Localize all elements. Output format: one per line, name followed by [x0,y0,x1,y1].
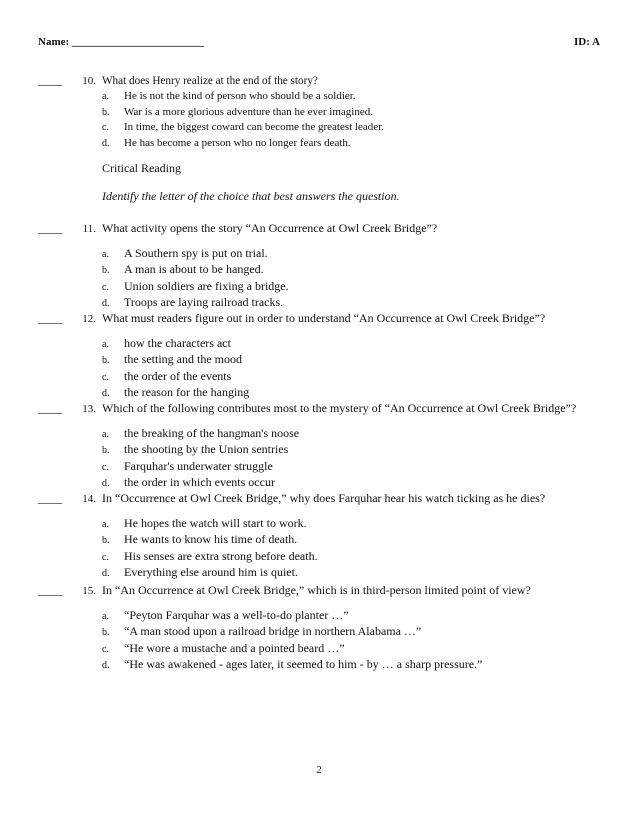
choice-b [102,352,598,368]
choice-text: how the characters act [124,336,231,350]
choice-text: A man is about to be hanged. [124,262,264,277]
choice-text: “He wore a mustache and a pointed beard …” [124,640,345,655]
choice-text: “A man stood upon a railroad bridge in northern Alabama …” [124,624,422,639]
answer-blank[interactable]: ____ [38,311,62,325]
question-11 [38,221,598,312]
section-instruction: Identify the letter of the choice that best answers the question. [102,189,400,203]
question-12 [38,311,598,402]
question-10 [38,73,598,151]
choice-letter: a. [102,249,109,260]
page-number: 2 [316,764,322,776]
name-field-label: Name: ________________________ [38,36,204,48]
choice-text: the setting and the mood [124,352,242,367]
choice-letter: b. [102,355,110,367]
choice-b [102,624,598,640]
choice-text: He hopes the watch will start to work. [124,516,307,530]
choice-letter: d. [102,388,110,400]
choice-b [102,105,598,121]
choice-letter: c. [102,122,109,134]
choice-d [102,565,598,581]
choice-letter: a. [102,611,109,622]
choice-text: the shooting by the Union sentries [124,442,289,457]
choice-text: Troops are laying railroad tracks. [124,295,284,310]
choice-b [102,442,598,458]
choice-letter: a. [102,339,109,350]
question-number: 14. [82,493,96,505]
question-number: 15. [82,585,96,597]
choice-text: the order of the events [124,368,232,383]
choice-b [102,262,598,278]
choice-letter: d. [102,137,110,149]
choice-letter: a. [102,429,109,440]
section-title: Critical Reading [102,161,181,175]
id-label: ID: A [574,36,600,48]
choice-letter: c. [102,371,109,383]
answer-blank[interactable]: ____ [38,221,62,235]
question-13 [38,401,598,492]
choice-a [102,336,598,352]
choice-letter: c. [102,281,109,293]
choice-text: the order in which events occur [124,475,275,490]
choice-c [102,459,598,475]
choice-a [102,516,598,532]
choice-c [102,641,598,657]
choice-c [102,549,598,565]
question-text: In “Occurrence at Owl Creek Bridge,” why does Farquhar hear his watch ticking as he dies? [102,491,546,505]
choice-text: Everything else around him is quiet. [124,565,298,580]
choice-d [102,475,598,491]
answer-blank[interactable]: ____ [38,491,62,505]
choice-b [102,532,598,548]
choice-d [102,136,598,152]
choice-d [102,385,598,401]
choice-a [102,246,598,262]
choice-letter: d. [102,660,110,672]
question-text: In “An Occurrence at Owl Creek Bridge,” which is in third-person limited point of view? [102,583,531,597]
choice-text: He has become a person who no longer fears death. [124,136,351,149]
choice-c [102,120,598,136]
choice-text: His senses are extra strong before death. [124,548,318,563]
choice-text: the breaking of the hangman's noose [124,426,300,440]
question-text: Which of the following contributes most to the mystery of “An Occurrence at Owl Creek Bridge”? [102,401,577,415]
choice-text: A Southern spy is put on trial. [124,246,268,260]
choice-text: In time, the biggest coward can become the greatest leader. [124,121,384,134]
question-text: What must readers figure out in order to understand “An Occurrence at Owl Creek Bridge”? [102,311,546,325]
choice-letter: a. [102,519,109,530]
choice-d [102,657,598,673]
choice-letter: c. [102,461,109,473]
choice-text: War is a more glorious adventure than he ever imagined. [124,105,373,118]
answer-blank[interactable]: ____ [38,73,62,87]
choice-letter: d. [102,478,110,490]
choice-text: He is not the kind of person who should be a soldier. [124,90,356,102]
choice-letter: d. [102,298,110,310]
choice-a [102,608,598,624]
choice-d [102,295,598,311]
choice-letter: a. [102,91,109,102]
choice-a [102,426,598,442]
choice-letter: c. [102,551,109,563]
answer-blank[interactable]: ____ [38,583,62,597]
choice-letter: b. [102,106,110,118]
choice-text: “Peyton Farquhar was a well-to-do planter …” [124,608,349,622]
question-text: What does Henry realize at the end of the story? [102,75,318,87]
choice-a [102,89,598,105]
choice-text: Union soldiers are fixing a bridge. [124,278,289,293]
choice-letter: b. [102,265,110,277]
question-15 [38,583,598,674]
question-number: 12. [82,313,96,325]
choice-letter: b. [102,445,110,457]
choice-c [102,279,598,295]
choice-text: the reason for the hanging [124,385,250,400]
choice-letter: b. [102,627,110,639]
choice-text: “He was awakened - ages later, it seemed to him - by … a sharp pressure.” [124,657,483,672]
choice-letter: d. [102,568,110,580]
question-number: 10. [82,75,96,87]
answer-blank[interactable]: ____ [38,401,62,415]
choice-letter: c. [102,643,109,655]
choice-c [102,369,598,385]
choice-text: Farquhar's underwater struggle [124,458,273,473]
choice-letter: b. [102,535,110,547]
question-14 [38,491,598,582]
question-number: 11. [82,223,96,235]
choice-text: He wants to know his time of death. [124,532,298,547]
question-text: What activity opens the story “An Occurrence at Owl Creek Bridge”? [102,221,438,235]
question-number: 13. [82,403,96,415]
